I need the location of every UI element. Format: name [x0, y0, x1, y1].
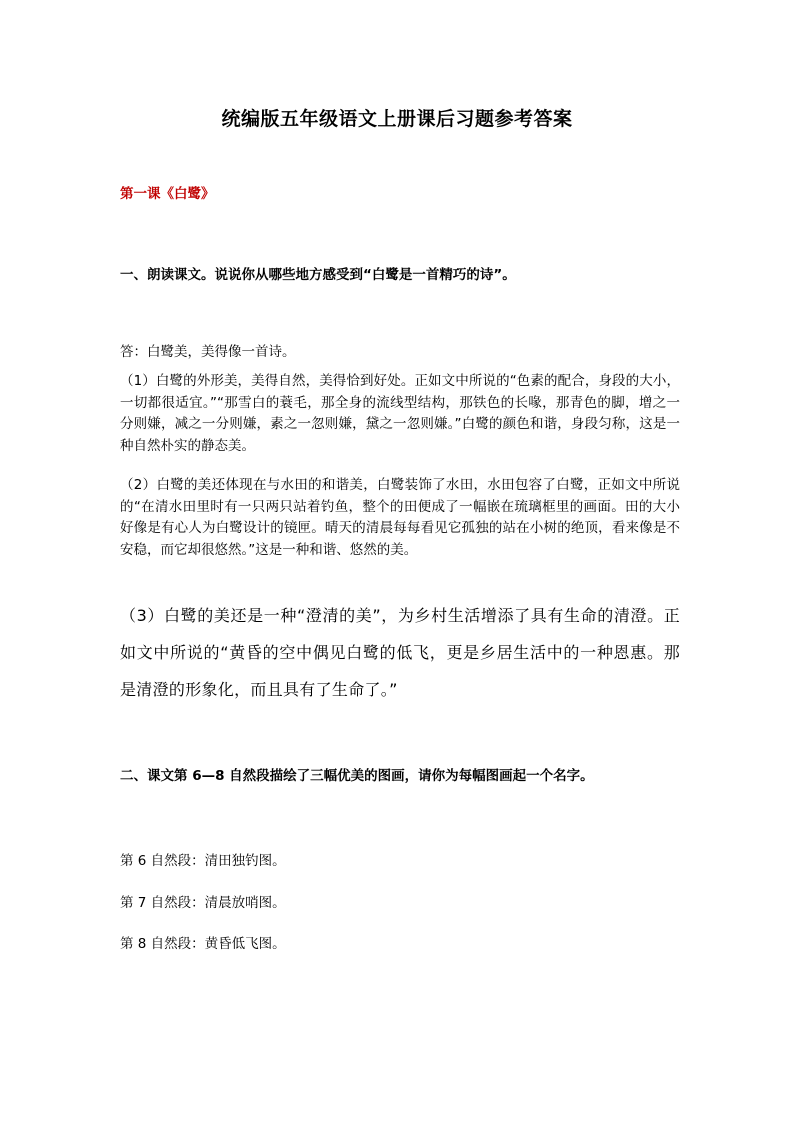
document-title: 统编版五年级语文上册课后习题参考答案 [221, 108, 573, 130]
answer-2-item: 第 7 自然段：清晨放哨图。 [120, 895, 286, 911]
question-2: 二、课文第 6—8 自然段描绘了三幅优美的图画，请你为每幅图画起一个名字。 [120, 768, 594, 784]
answer-2-item: 第 6 自然段：清田独钓图。 [120, 853, 286, 869]
answer-point-3: （3）白鹭的美还是一种“澄清的美”，为乡村生活增添了具有生命的清澄。正如文中所说的“黄昏的空中偶见白鹭的低飞，更是乡居生活中的一种恩惠。那是清澄的形象化，而且具有了生命了。” [120, 606, 680, 699]
question-1: 一、朗读课文。说说你从哪些地方感受到“白鹭是一首精巧的诗”。 [120, 267, 516, 283]
lesson-heading: 第一课《白鹭》 [120, 186, 215, 202]
answer-2-item: 第 8 自然段：黄昏低飞图。 [120, 936, 286, 952]
answer-point-2: （2）白鹭的美还体现在与水田的和谐美，白鹭装饰了水田，水田包容了白鹭，正如文中所说的“在清水田里时有一只两只站着钓鱼，整个的田便成了一幅嵌在琉璃框里的画面。田的大小好像是有心人为白鹭设计的镜匣。晴天的清晨每每看见它孤独的站在小树的绝顶，看来像是不安稳，而它却很悠然。”这是一种和谐、悠然的美。 [120, 477, 680, 558]
answer-point-1: （1）白鹭的外形美，美得自然，美得恰到好处。正如文中所说的“色素的配合，身段的大小，一切都很适宜。”“那雪白的蓑毛，那全身的流线型结构，那铁色的长喙，那青色的脚，增之一分则嫌，减之一分则嫌，素之一忽则嫌，黛之一忽则嫌。”白鹭的颜色和谐，身段匀称，这是一种自然朴实的静态美。 [120, 373, 680, 454]
answer-intro: 答：白鹭美，美得像一首诗。 [120, 344, 296, 360]
